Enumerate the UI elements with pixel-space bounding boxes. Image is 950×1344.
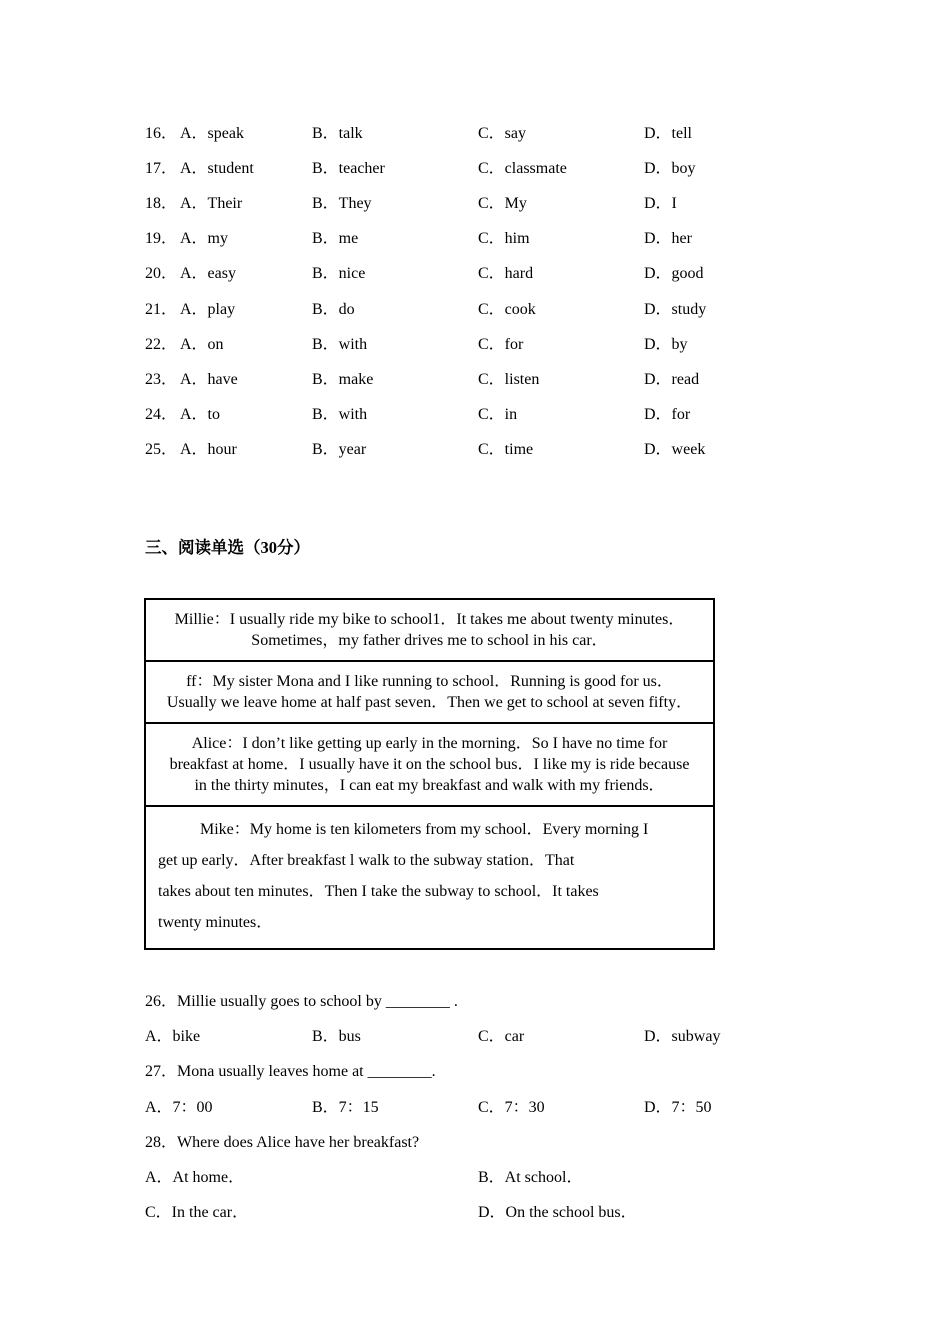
option-a: A．hour: [180, 440, 237, 458]
passage-line: Usually we leave home at half past seven．Then we get to school at seven fifty．: [166, 694, 693, 711]
option-d: D．study: [644, 300, 707, 318]
option-b: B．with: [312, 335, 368, 353]
question-row-22: [145, 325, 865, 360]
option-c: C．7：30: [478, 1099, 545, 1116]
question-number: 20．: [145, 265, 178, 283]
option-d: D．7：50: [644, 1099, 712, 1116]
option-b: B．me: [312, 230, 359, 248]
option-b: B．7：15: [312, 1099, 379, 1116]
option-d: D．by: [644, 335, 688, 353]
option-a: A．to: [180, 405, 221, 423]
option-b: B．nice: [312, 265, 366, 283]
option-c: C．hard: [478, 265, 534, 283]
option-a: A．my: [180, 230, 229, 248]
cloze-question-list: [145, 114, 865, 465]
question-number: 17．: [145, 160, 178, 178]
question-26-options: [145, 1023, 925, 1046]
question-26-stem: 26．Millie usually goes to school by ________ .: [145, 993, 458, 1010]
option-d: D．for: [644, 405, 691, 423]
option-d: D．her: [644, 230, 692, 248]
question-number: 21．: [145, 300, 178, 318]
question-28-stem: 28．Where does Alice have her breakfast?: [145, 1134, 420, 1151]
question-number: 25．: [145, 440, 178, 458]
option-b: B．teacher: [312, 160, 385, 178]
option-b: B．with: [312, 405, 368, 423]
question-number: 18．: [145, 195, 178, 213]
option-d: D．good: [644, 265, 704, 283]
passage-ff: [146, 660, 713, 722]
passage-mike: [146, 805, 713, 948]
option-a: A．student: [180, 160, 254, 178]
question-row-18: [145, 184, 865, 219]
option-b: B．At school．: [478, 1169, 583, 1186]
option-a: A．have: [180, 370, 238, 388]
option-b: B．do: [312, 300, 355, 318]
question-row-21: [145, 289, 865, 324]
option-b: B．They: [312, 195, 372, 213]
question-number: 23．: [145, 370, 178, 388]
passage-line: get up early．After breakfast l walk to the subway station．That: [158, 852, 575, 869]
passage-line: Sometimes，my father drives me to school in his car．: [251, 632, 608, 649]
passage-line: in the thirty minutes，I can eat my breakfast and walk with my friends．: [194, 777, 665, 794]
passage-line: Millie：I usually ride my bike to school1．It takes me about twenty minutes．: [174, 611, 685, 628]
option-a: A．speak: [180, 125, 244, 143]
question-row-16: [145, 114, 865, 149]
option-a: A．7：00: [145, 1099, 213, 1116]
section-header-reading: 三、阅读单选（30分）: [145, 538, 310, 557]
option-c: C．In the car．: [145, 1204, 249, 1221]
option-b: B．make: [312, 370, 374, 388]
question-row-19: [145, 219, 865, 254]
option-d: D．I: [644, 195, 677, 213]
question-row-24: [145, 395, 865, 430]
passage-line: Mike：My home is ten kilometers from my school．Every morning I: [200, 821, 649, 838]
option-c: C．for: [478, 335, 524, 353]
option-a: A．easy: [180, 265, 236, 283]
question-row-20: [145, 254, 865, 289]
passage-millie: [146, 600, 713, 660]
option-a: A．Their: [180, 195, 243, 213]
option-a: A．At home．: [145, 1169, 245, 1186]
option-c: C．in: [478, 405, 518, 423]
reading-passage-table: [144, 598, 715, 950]
option-d: D．subway: [644, 1028, 721, 1045]
option-a: A．on: [180, 335, 224, 353]
option-d: D．read: [644, 370, 700, 388]
question-number: 22．: [145, 335, 178, 353]
question-27-options: [145, 1094, 925, 1117]
option-c: C．cook: [478, 300, 536, 318]
option-c: C．him: [478, 230, 530, 248]
question-number: 16．: [145, 125, 178, 143]
option-b: B．talk: [312, 125, 363, 143]
question-row-17: [145, 149, 865, 184]
option-c: C．listen: [478, 370, 540, 388]
passage-line: takes about ten minutes．Then I take the subway to school．It takes: [158, 883, 599, 900]
option-c: C．car: [478, 1028, 525, 1045]
question-27-stem: 27．Mona usually leaves home at ________.: [145, 1063, 436, 1080]
option-b: B．year: [312, 440, 367, 458]
option-d: D．week: [644, 440, 706, 458]
option-c: C．say: [478, 125, 527, 143]
option-b: B．bus: [312, 1028, 361, 1045]
passage-line: twenty minutes．: [158, 914, 273, 931]
passage-line: Alice：I don’t like getting up early in the morning．So I have no time for: [191, 735, 668, 752]
passage-line: breakfast at home．I usually have it on the school bus．I like my is ride because: [169, 756, 690, 773]
option-c: C．classmate: [478, 160, 567, 178]
question-number: 19．: [145, 230, 178, 248]
passage-alice: [146, 722, 713, 805]
option-c: C．time: [478, 440, 534, 458]
option-d: D．tell: [644, 125, 692, 143]
option-d: D．On the school bus．: [478, 1204, 637, 1221]
option-a: A．bike: [145, 1028, 201, 1045]
question-28-options-row-1: [145, 1164, 925, 1187]
question-row-23: [145, 360, 865, 395]
option-c: C．My: [478, 195, 527, 213]
passage-line: ff：My sister Mona and I like running to school．Running is good for us．: [186, 673, 673, 690]
question-row-25: [145, 430, 865, 465]
question-number: 24．: [145, 405, 178, 423]
option-d: D．boy: [644, 160, 696, 178]
question-28-options-row-2: [145, 1199, 925, 1222]
option-a: A．play: [180, 300, 236, 318]
